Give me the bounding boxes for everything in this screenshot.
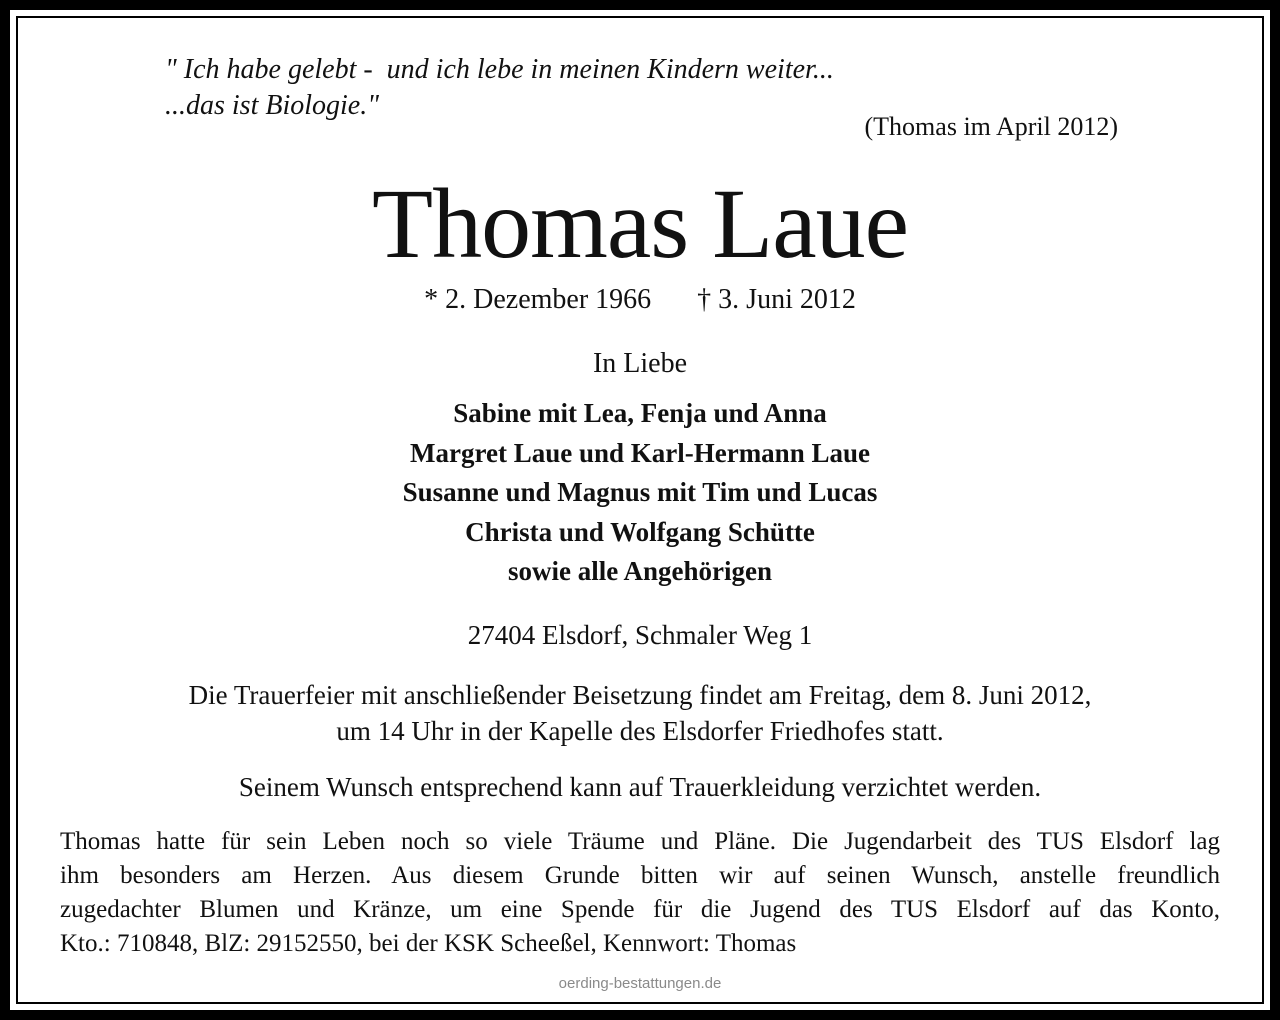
source-watermark: oerding-bestattungen.de — [558, 975, 722, 992]
death-date: † 3. Juni 2012 — [697, 284, 856, 315]
birth-date: * 2. Dezember 1966 — [424, 284, 652, 315]
donation-line-3: zugedachter Blumen und Kränze, um eine Spende für die Jugend des TUS Elsdorf auf das Konto, — [60, 896, 1220, 923]
quote-source: (Thomas im April 2012) — [864, 112, 1118, 141]
donation-request — [60, 825, 1220, 961]
life-dates — [0, 282, 1280, 318]
deceased-name: Thomas Laue — [371, 168, 909, 279]
quote-line-1: " Ich habe gelebt - und ich lebe in meinen Kindern weiter... — [165, 54, 834, 85]
mourner-line: Sabine mit Lea, Fenja und Anna — [453, 398, 827, 428]
ceremony-line-1: Die Trauerfeier mit anschließender Beisetzung findet am Freitag, dem 8. Juni 2012, — [188, 680, 1092, 710]
mourning-dress-notice: Seinem Wunsch entsprechend kann auf Trauerkleidung verzichtet werden. — [238, 772, 1042, 802]
family-address: 27404 Elsdorf, Schmaler Weg 1 — [467, 620, 813, 650]
mourner-line: sowie alle Angehörigen — [508, 556, 772, 586]
quote-line-2: ...das ist Biologie." — [165, 90, 379, 121]
in-love-heading: In Liebe — [592, 348, 688, 379]
mourner-line: Margret Laue und Karl-Hermann Laue — [410, 437, 870, 468]
donation-line-2: ihm besonders am Herzen. Aus diesem Grunde bitten wir auf seinen Wunsch, anstelle freundlich — [60, 862, 1220, 889]
ceremony-line-2: um 14 Uhr in der Kapelle des Elsdorfer Friedhofes statt. — [336, 716, 944, 746]
mourner-line: Christa und Wolfgang Schütte — [465, 516, 815, 547]
epigraph-quote — [165, 52, 834, 124]
donation-line-4: Kto.: 710848, BlZ: 29152550, bei der KSK Scheeßel, Kennwort: Thomas — [60, 930, 797, 957]
mourner-line: Susanne und Magnus mit Tim und Lucas — [402, 477, 878, 507]
funeral-ceremony-notice — [0, 677, 1280, 749]
donation-line-1: Thomas hatte für sein Leben noch so viele Träume und Pläne. Die Jugendarbeit des TUS Elsdorf lag — [60, 828, 1220, 855]
mourners-list — [0, 394, 1280, 592]
